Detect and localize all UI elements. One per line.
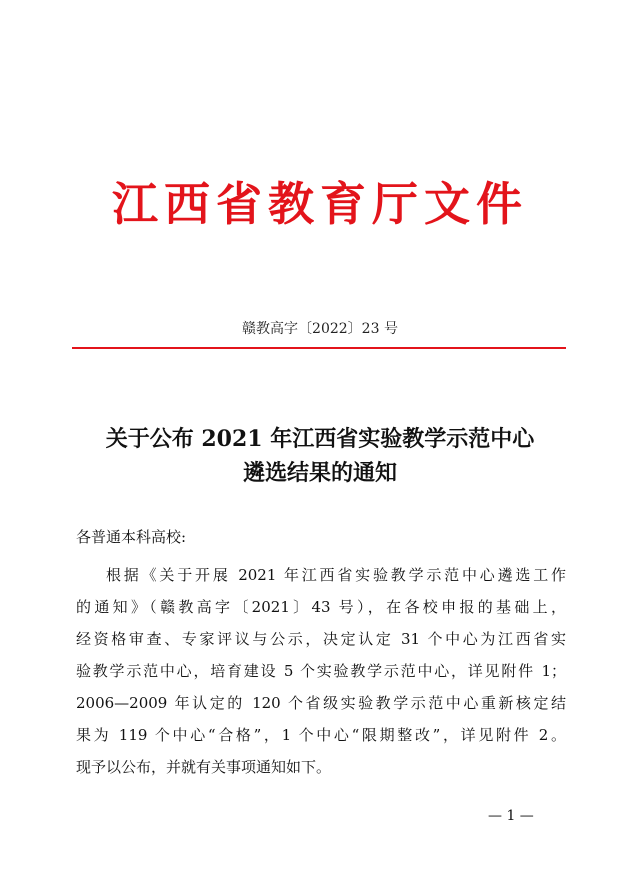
body-line: 验教学示范中心，培育建设 5 个实验教学示范中心，详见附件 1； <box>76 662 566 680</box>
notice-title-line-1: 关于公布 2021 年江西省实验教学示范中心 <box>105 426 535 452</box>
salutation: 各普通本科高校: <box>76 528 187 546</box>
notice-title-line-2: 遴选结果的通知 <box>242 460 397 486</box>
body-line: 的通知》（赣教高字〔2021〕43 号），在各校申报的基础上， <box>76 598 566 616</box>
body-line: 根据《关于开展 2021 年江西省实验教学示范中心遴选工作 <box>106 566 566 584</box>
body-line: 现予以公布，并就有关事项通知如下。 <box>76 758 332 776</box>
body-line: 果为 119 个中心“合格”，1 个中心“限期整改”，详见附件 2。 <box>76 726 566 744</box>
body-line: 2006—2009 年认定的 120 个省级实验教学示范中心重新核定结 <box>76 694 566 712</box>
document-number: 赣教高字〔2022〕23 号 <box>242 321 398 337</box>
red-divider <box>72 347 566 349</box>
body-line: 经资格审查、专家评议与公示，决定认定 31 个中心为江西省实 <box>76 630 566 648</box>
issuer-title: 江西省教育厅文件 <box>112 177 528 231</box>
page-number: — 1 — <box>488 808 534 824</box>
